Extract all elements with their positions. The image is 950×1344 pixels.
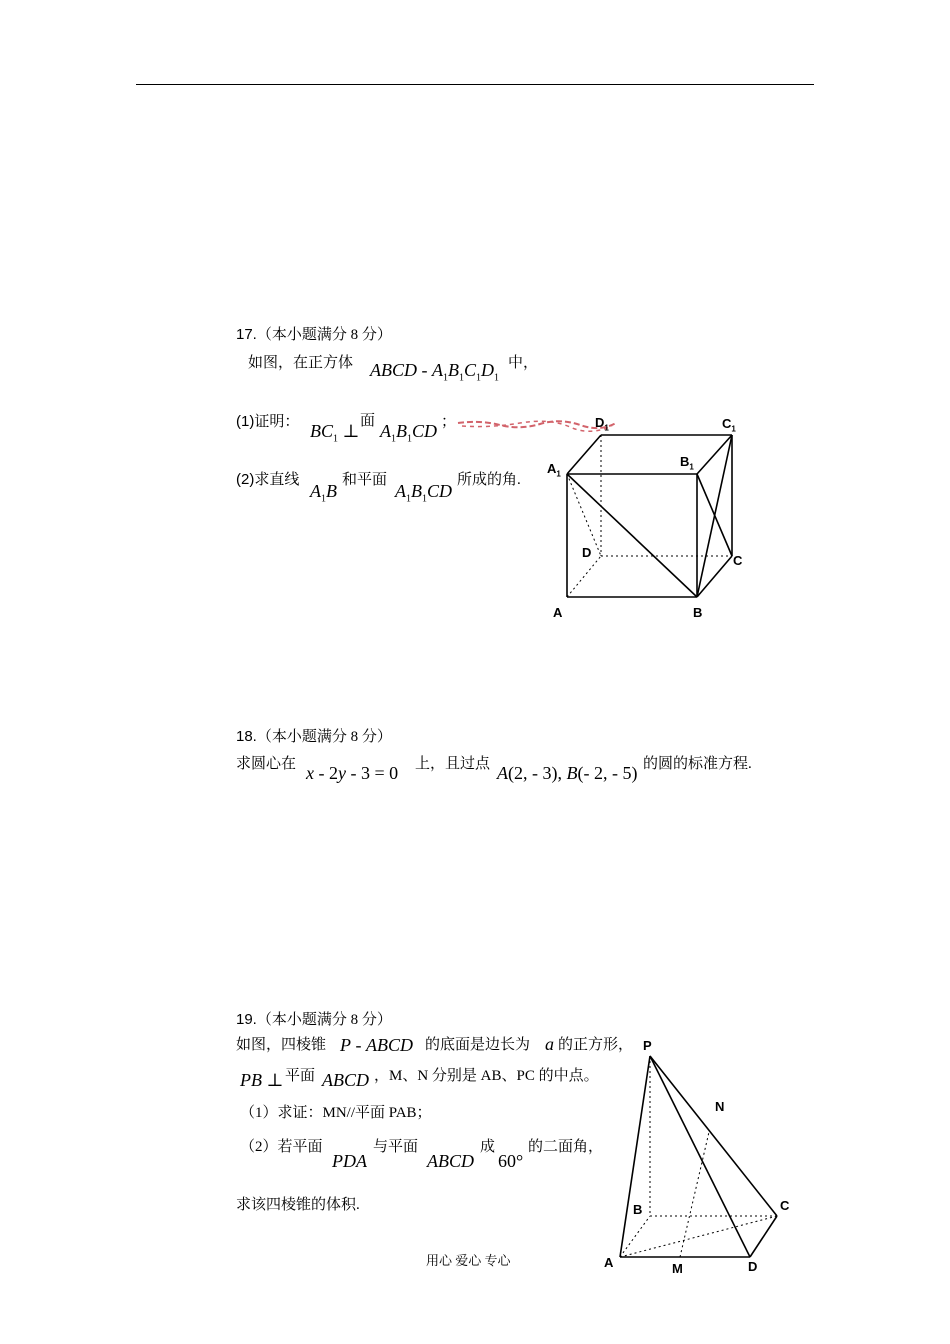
q18-text-suffix: 的圆的标准方程. — [643, 756, 752, 772]
q19-part2-math-b: ABCD — [427, 1151, 474, 1171]
q17-part2-mid: 和平面 — [342, 472, 388, 488]
q19-part2-mid: 与平面 — [373, 1139, 419, 1155]
pyramid-label-m: M — [672, 1261, 683, 1276]
q17-intro-math: ABCD - $A_1B_1C_1D_1$ — [370, 360, 500, 384]
q18-text-mid: 上，且过点 — [415, 756, 491, 772]
q17-intro-suffix: 中， — [508, 355, 539, 371]
q17-part1-math-a: $BC_1$ ⊥ — [310, 421, 360, 445]
pyramid-label-a: A — [604, 1255, 614, 1270]
q19-line2-math-a: PB ⊥ — [240, 1070, 284, 1090]
q17-part1-label: (1)证明： — [236, 413, 300, 430]
pyramid-label-c: C — [780, 1198, 790, 1213]
q19-line2-face: 平面 — [285, 1068, 316, 1084]
q19-line1-mid: 的底面是边长为 — [425, 1037, 531, 1053]
cube-label-d: D — [582, 545, 592, 560]
q17-number: 17. — [236, 326, 257, 343]
page-footer: 用心 爱心 专心 — [426, 1253, 511, 1268]
q17-part1-math-b: $A_1B_1CD$ — [380, 421, 438, 445]
q19-part1: （1）求证：MN//平面 PAB； — [240, 1105, 432, 1121]
q19-line2-suffix: ，M、N 分别是 AB、PC 的中点。 — [374, 1068, 599, 1084]
cube-label-a1: $A_1$ — [547, 461, 561, 479]
cube-label-b: B — [693, 605, 703, 620]
cube-label-c: C — [733, 553, 743, 568]
q17-part2-math-a: $A_1B$ — [310, 481, 337, 505]
q17-title: （本小题满分 8 分） — [256, 327, 392, 343]
q17-part1-face: 面 — [360, 413, 376, 429]
cube-label-d1: $D_1$ — [595, 415, 609, 433]
q19-part3: 求该四棱锥的体积. — [236, 1197, 360, 1213]
pyramid-label-p: P — [643, 1038, 652, 1053]
q17-part2-label: (2)求直线 — [236, 471, 300, 488]
q18-heading — [236, 727, 392, 747]
cube-label-c1: $C_1$ — [722, 416, 736, 434]
q19-line1-math: P - ABCD — [340, 1035, 413, 1055]
pyramid-label-n: N — [715, 1099, 725, 1114]
q17-part1-end: ； — [441, 414, 457, 430]
q19-line1-suffix: 的正方形， — [558, 1037, 634, 1053]
cube-label-a: A — [553, 605, 563, 620]
q19-part2-prefix: （2）若平面 — [240, 1139, 323, 1155]
q19-heading — [236, 1010, 392, 1030]
q19-title: （本小题满分 8 分） — [256, 1012, 392, 1028]
q17-intro-prefix: 如图，在正方体 — [248, 355, 354, 371]
q18-math-line: x - 2y - 3 = 0 — [306, 763, 399, 783]
pyramid-label-b: B — [633, 1202, 643, 1217]
q19-line2-math-b: ABCD — [322, 1070, 369, 1090]
pyramid-label-d: D — [748, 1259, 758, 1274]
q19-part2-math-a: PDA — [332, 1151, 367, 1171]
q17-part2-end: 所成的角. — [457, 472, 521, 488]
q19-line1-var: a — [545, 1034, 554, 1054]
q19-part2-suffix: 的二面角， — [528, 1139, 604, 1155]
q19-part2-cheng: 成 — [480, 1139, 496, 1155]
q19-number: 19. — [236, 1011, 257, 1028]
q17-part2-math-b: $A_1B_1CD$ — [395, 481, 453, 505]
q18-math-points: A(2, - 3), B(- 2, - 5) — [497, 763, 638, 783]
q19-line1-prefix: 如图，四棱锥 — [236, 1037, 327, 1053]
cube-label-b1: $B_1$ — [680, 454, 694, 472]
red-scribble-mark — [458, 421, 616, 431]
q18-text-prefix: 求圆心在 — [236, 756, 297, 772]
q18-title: （本小题满分 8 分） — [256, 729, 392, 745]
q18-number: 18. — [236, 728, 257, 745]
q19-part2-angle: 60° — [498, 1151, 524, 1171]
